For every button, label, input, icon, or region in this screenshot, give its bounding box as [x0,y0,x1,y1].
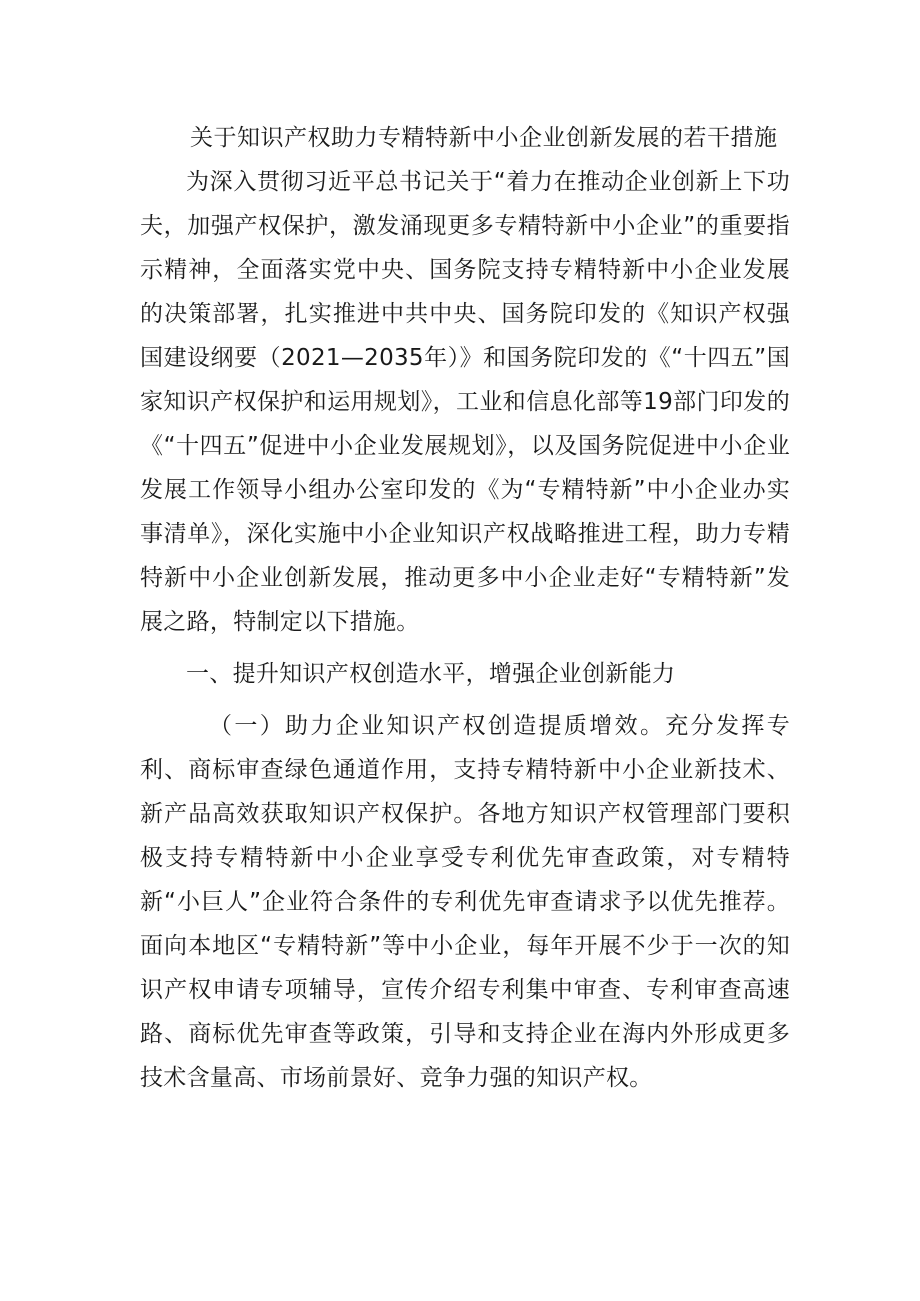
section-1-item-1: （一）助力企业知识产权创造提质增效。充分发挥专利、商标审查绿色通道作用，支持专精特新中小企业新技术、新产品高效获取知识产权保护。各地方知识产权管理部门要积极支持专精特新中小企业享受专利优先审查政策，对专精特新“小巨人”企业符合条件的专利优先审查请求予以优先推荐。面向本地区“专精特新”等中小企业，每年开展不少于一次的知识产权申请专项辅导，宣传介绍专利集中审查、专利审查高速路、商标优先审查等政策，引导和支持企业在海内外形成更多技术含量高、市场前景好、竞争力强的知识产权。 [140,713,790,1091]
document-title: 关于知识产权助力专精特新中小企业创新发展的若干措施 [190,125,778,151]
section-heading-1: 一、提升知识产权创造水平，增强企业创新能力 [186,661,676,687]
document-page [140,116,790,1100]
intro-paragraph: 为深入贯彻习近平总书记关于“着力在推动企业创新上下功夫，加强产权保护，激发涌现更多专精特新中小企业”的重要指示精神，全面落实党中央、国务院支持专精特新中小企业发展的决策部署，扎实推进中共中央、国务院印发的《知识产权强国建设纲要（2021—2035年）》和国务院印发的《“十四五”国家知识产权保护和运用规划》，工业和信息化部等19部门印发的《“十四五”促进中小企业发展规划》，以及国务院促进中小企业发展工作领导小组办公室印发的《为“专精特新”中小企业办实事清单》，深化实施中小企业知识产权战略推进工程，助力专精特新中小企业创新发展，推动更多中小企业走好“专精特新”发展之路，特制定以下措施。 [140,169,790,635]
